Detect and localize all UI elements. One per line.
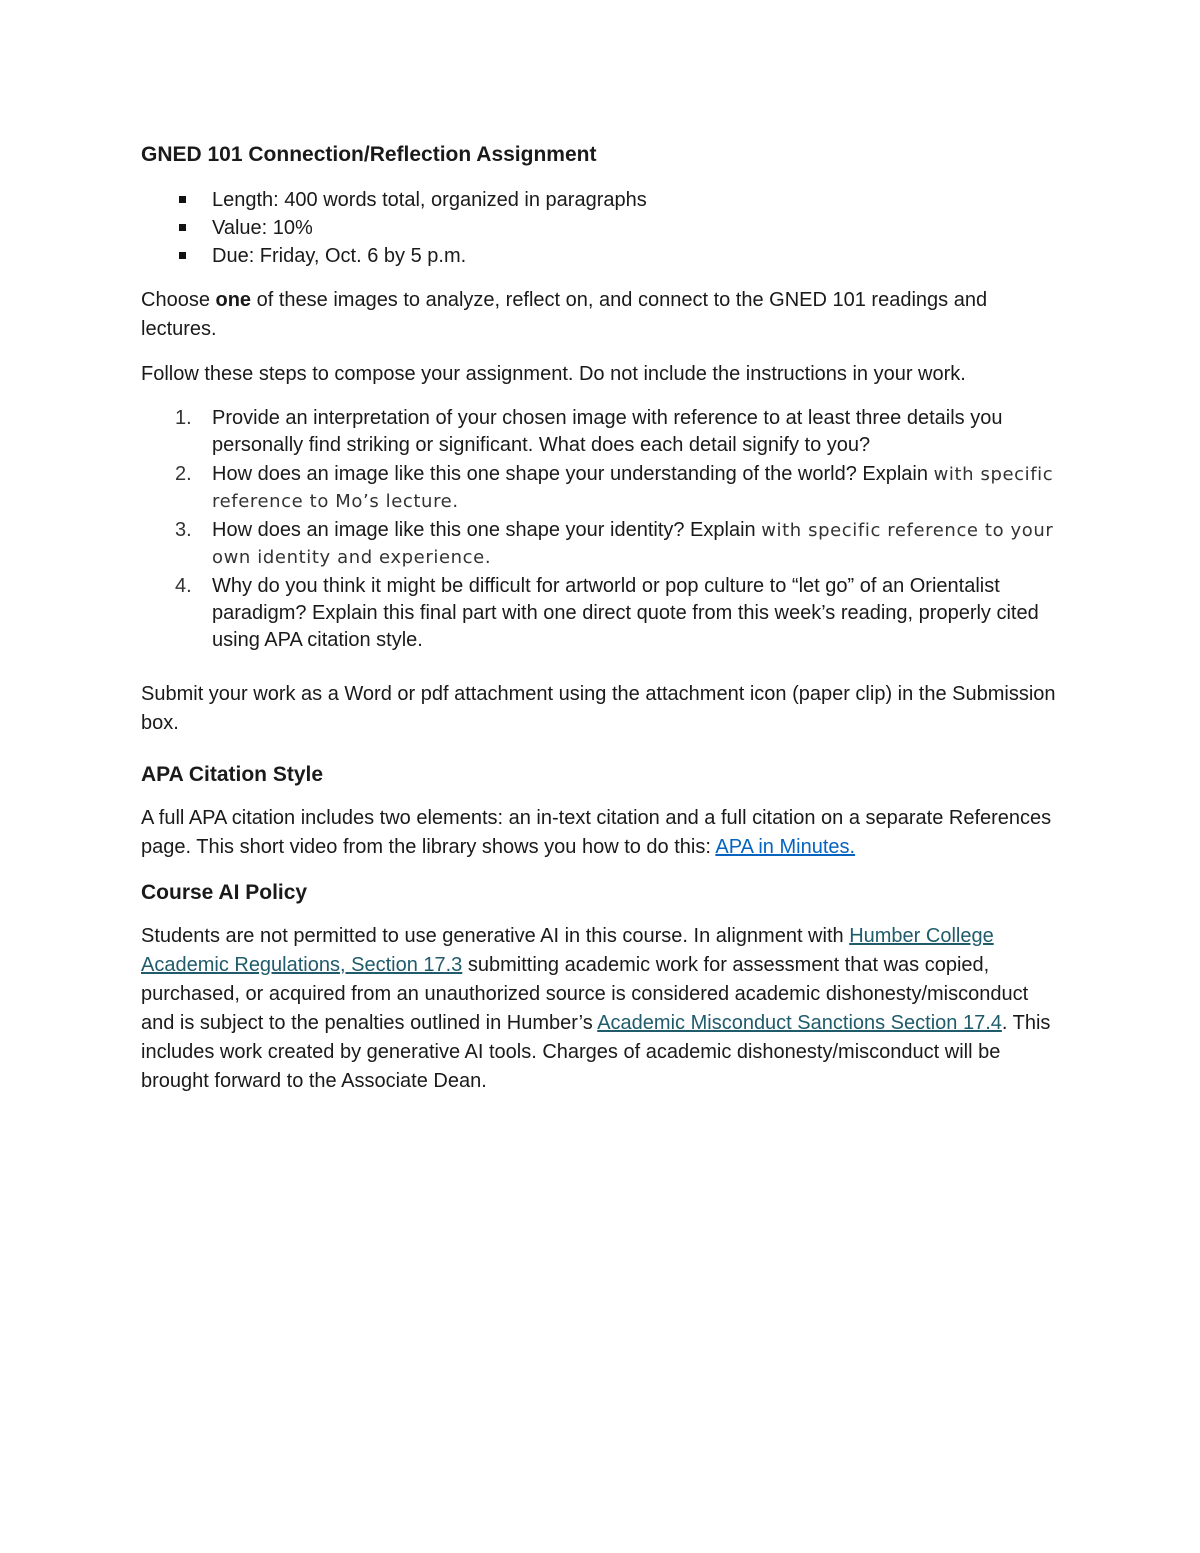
misconduct-sanctions-link[interactable]: Academic Misconduct Sanctions Section 17.4: [597, 1012, 1002, 1034]
square-bullet-icon: [179, 196, 186, 203]
apa-paragraph: A full APA citation includes two elements: an in-text citation and a full citation on a separate References page. This short video from the library shows you how to do this: APA in Minutes.: [141, 807, 1052, 858]
step-text-alt: with specific reference to your own identity and experience.: [212, 520, 1054, 568]
value-detail: Value: 10%: [212, 217, 313, 239]
ai-policy-heading: Course AI Policy: [141, 881, 308, 904]
academic-regulations-link[interactable]: Humber College Academic Regulations, Section 17.3: [141, 925, 994, 976]
due-detail: Due: Friday, Oct. 6 by 5 p.m.: [212, 245, 467, 267]
step-item: [141, 517, 1056, 571]
step-number: 4.: [175, 575, 192, 597]
document-page: [141, 140, 1056, 1112]
ai-policy-paragraph: Students are not permitted to use generative AI in this course. In alignment with Humber College Academic Regulations, Section 17.3 submitting academic work for assessment that was copied, purchased, or acquired from an unauthorized source is considered academic dishonesty/misconduct and is subject to the penalties outlined in Humber’s Academic Misconduct Sanctions Section 17.4. This includes work created by generative AI tools. Charges of academic dishonesty/misconduct will be brought forward to the Associate Dean.: [141, 925, 1051, 1092]
step-text-alt: with specific reference to Mo’s lecture.: [212, 464, 1054, 512]
square-bullet-icon: [179, 224, 186, 231]
apa-heading: APA Citation Style: [141, 763, 324, 786]
document-title: GNED 101 Connection/Reflection Assignment: [141, 143, 597, 166]
step-number: 3.: [175, 519, 192, 541]
step-text: Provide an interpretation of your chosen image with reference to at least three details you personally find striking or significant. What does each detail signify to you?: [212, 407, 1003, 456]
list-item: [141, 214, 1056, 242]
step-item: [141, 573, 1056, 654]
steps-list: [141, 405, 1056, 654]
step-text: How does an image like this one shape your understanding of the world? Explain: [212, 463, 934, 485]
step-text: Why do you think it might be difficult for artworld or pop culture to “let go” of an Orientalist paradigm? Explain this final part with one direct quote from this week’s reading, properly cited using APA citation style.: [212, 575, 1039, 651]
assignment-details-list: [141, 186, 1056, 270]
submit-paragraph: Submit your work as a Word or pdf attachment using the attachment icon (paper clip) in the Submission box.: [141, 683, 1056, 734]
step-item: [141, 405, 1056, 459]
step-item: [141, 461, 1056, 515]
follow-paragraph: Follow these steps to compose your assignment. Do not include the instructions in your work.: [141, 363, 966, 385]
apa-in-minutes-link[interactable]: APA in Minutes.: [715, 836, 856, 858]
square-bullet-icon: [179, 252, 186, 259]
step-number: 2.: [175, 463, 192, 485]
list-item: [141, 186, 1056, 214]
length-detail: Length: 400 words total, organized in paragraphs: [212, 189, 647, 211]
choose-paragraph: Choose one of these images to analyze, reflect on, and connect to the GNED 101 readings and lectures.: [141, 289, 988, 340]
step-number: 1.: [175, 407, 192, 429]
list-item: [141, 242, 1056, 270]
emphasis-one: one: [215, 289, 252, 311]
step-text: How does an image like this one shape your identity? Explain: [212, 519, 762, 541]
